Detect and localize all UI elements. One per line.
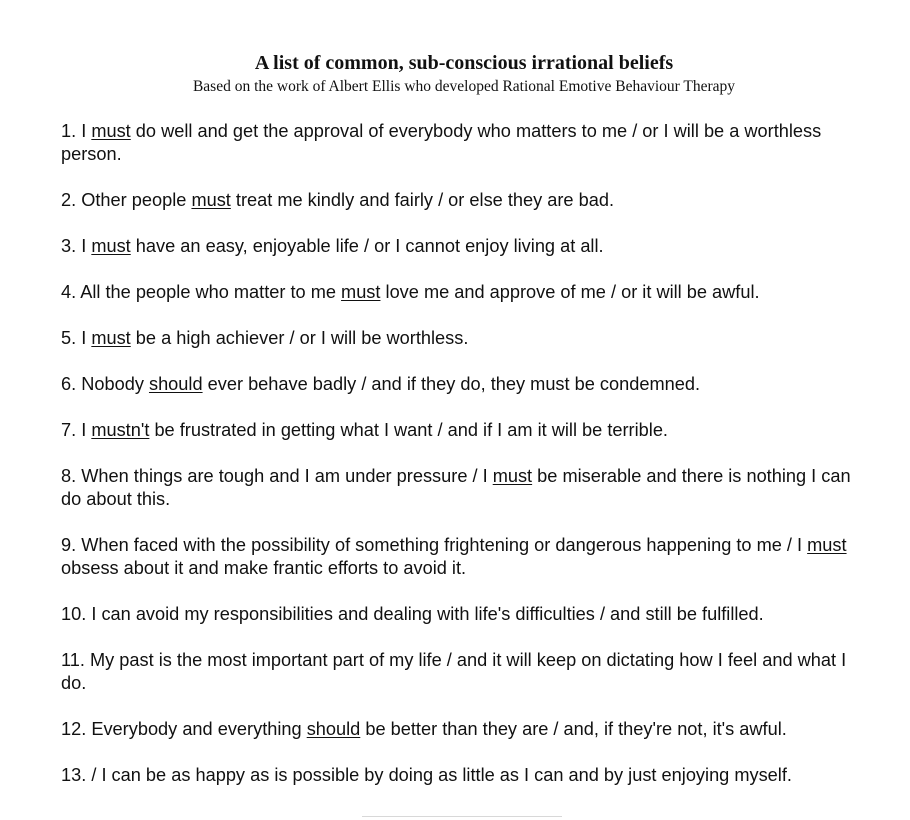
belief-text: be a high achiever / or I will be worthless. [130, 328, 469, 348]
belief-text: 1. I [61, 121, 92, 141]
belief-text: be frustrated in getting what I want / and if I am it will be terrible. [149, 420, 668, 440]
belief-keyword: must [341, 282, 381, 302]
belief-item [61, 465, 861, 511]
belief-item [61, 373, 861, 396]
belief-text: 4. All the people who matter to me [61, 282, 342, 302]
belief-keyword: mustn't [91, 420, 150, 440]
belief-keyword: must [191, 190, 231, 210]
belief-text: do well and get the approval of everybody who matters to me / or I will be a worthless person. [61, 121, 822, 164]
belief-text: 3. I [61, 236, 92, 256]
belief-item [61, 235, 861, 258]
belief-text: ever behave badly / and if they do, they must be condemned. [202, 374, 701, 394]
footer-divider [362, 816, 562, 817]
document-title: A list of common, sub-conscious irrational beliefs [254, 52, 674, 74]
belief-item [61, 534, 861, 580]
belief-keyword: must [91, 328, 131, 348]
belief-keyword: should [148, 374, 203, 394]
belief-text: obsess about it and make frantic efforts to avoid it. [61, 558, 467, 578]
belief-item [61, 718, 861, 741]
belief-text: have an easy, enjoyable life / or I cannot enjoy living at all. [130, 236, 604, 256]
belief-item [61, 281, 861, 304]
belief-text: 2. Other people [61, 190, 192, 210]
belief-item [61, 603, 861, 626]
belief-text: be better than they are / and, if they're not, it's awful. [360, 719, 787, 739]
belief-item [61, 419, 861, 442]
belief-text: be miserable and there is nothing I can do about this. [61, 466, 851, 509]
belief-keyword: must [492, 466, 533, 486]
document-subtitle: Based on the work of Albert Ellis who developed Rational Emotive Behaviour Therapy [192, 78, 736, 95]
belief-text: 5. I [61, 328, 92, 348]
belief-text: 7. I [61, 420, 92, 440]
belief-keyword: must [807, 535, 847, 555]
belief-text: 10. I can avoid my responsibilities and dealing with life's difficulties / and still be fulfilled. [61, 604, 764, 624]
belief-text: love me and approve of me / or it will be awful. [380, 282, 760, 302]
belief-item [61, 327, 861, 350]
belief-text: 13. / I can be as happy as is possible by doing as little as I can and by just enjoying myself. [61, 765, 792, 785]
belief-keyword: must [91, 236, 131, 256]
belief-item [61, 649, 861, 695]
belief-keyword: must [91, 121, 131, 141]
belief-keyword: should [306, 719, 361, 739]
belief-text: 11. My past is the most important part of my life / and it will keep on dictating how I feel and what I do. [61, 650, 847, 693]
belief-text: 8. When things are tough and I am under pressure / I [61, 466, 493, 486]
belief-text: 12. Everybody and everything [61, 719, 307, 739]
belief-item [61, 764, 861, 787]
belief-text: 9. When faced with the possibility of something frightening or dangerous happening to me / I [61, 535, 808, 555]
belief-text: treat me kindly and fairly / or else they are bad. [230, 190, 614, 210]
belief-item [61, 120, 861, 166]
belief-item [61, 189, 861, 212]
belief-text: 6. Nobody [61, 374, 149, 394]
